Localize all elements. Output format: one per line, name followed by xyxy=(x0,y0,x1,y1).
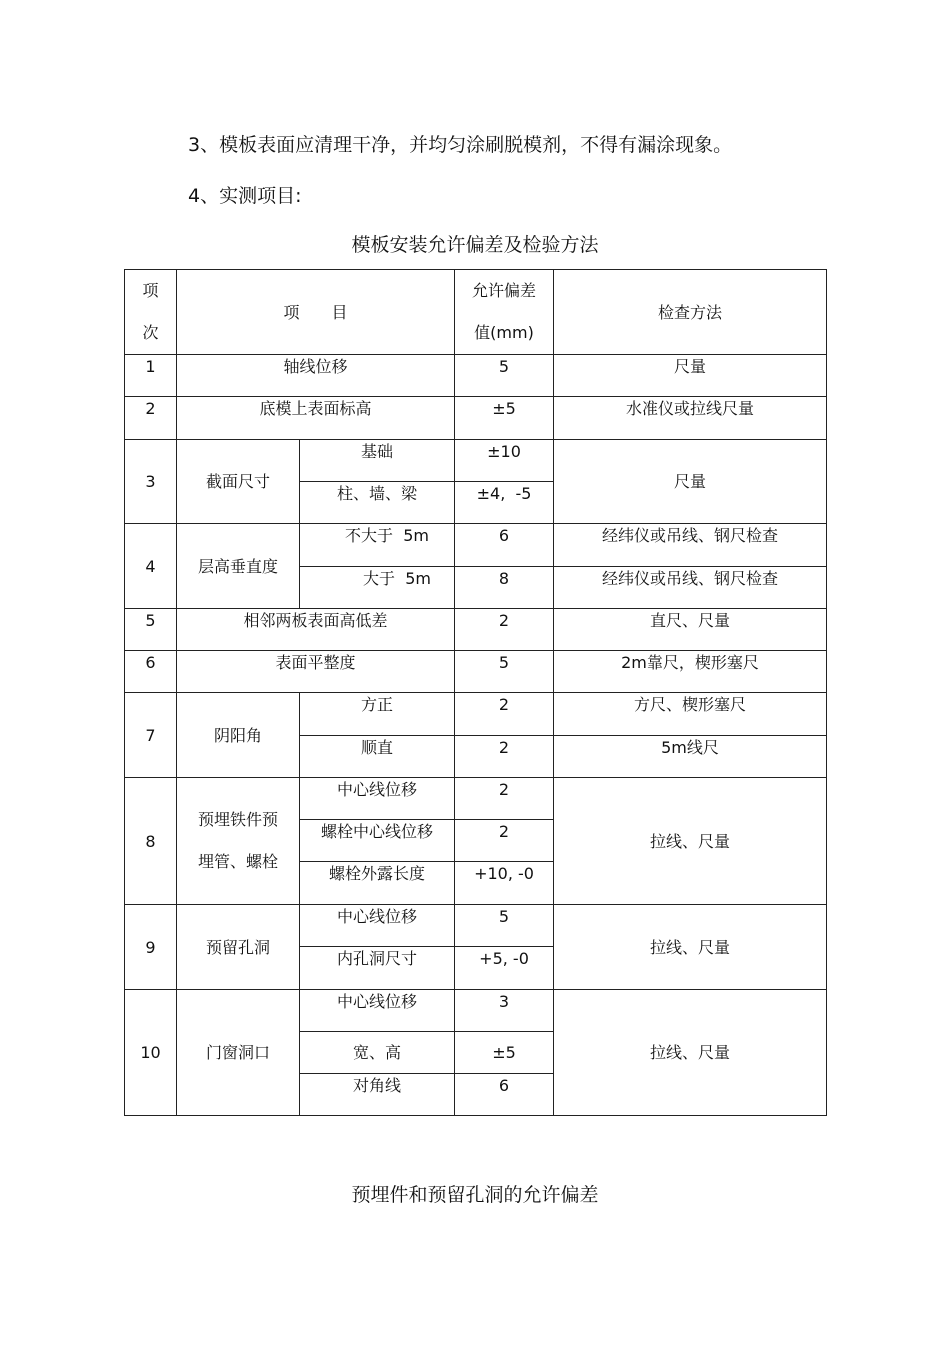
table-row xyxy=(125,397,827,440)
cell-item: 截面尺寸 xyxy=(177,440,300,524)
paragraph-4: 4、实测项目: xyxy=(188,185,302,207)
cell-seq: 5 xyxy=(125,609,177,651)
tolerance-table xyxy=(124,269,827,1116)
cell-method: 经纬仪或吊线、钢尺检查 xyxy=(554,567,827,609)
cell-method: 尺量 xyxy=(554,440,827,524)
table-row xyxy=(125,693,827,736)
cell-method: 拉线、尺量 xyxy=(554,778,827,905)
paragraph-3: 3、模板表面应清理干净，并均匀涂刷脱模剂，不得有漏涂现象。 xyxy=(188,134,733,156)
cell-tolerance: 2 xyxy=(455,820,554,862)
cell-subitem: 中心线位移 xyxy=(300,905,455,947)
header-item: 项 目 xyxy=(177,270,455,355)
cell-item: 层高垂直度 xyxy=(177,524,300,609)
cell-method: 直尺、尺量 xyxy=(554,609,827,651)
cell-subitem: 螺栓中心线位移 xyxy=(300,820,455,862)
cell-tolerance: 2 xyxy=(455,609,554,651)
cell-item: 预留孔洞 xyxy=(177,905,300,990)
cell-subitem: 方正 xyxy=(300,693,455,736)
cell-item-line2: 埋管、螺栓 xyxy=(197,852,278,871)
cell-tolerance: ±10 xyxy=(455,440,554,482)
cell-tolerance: ±5 xyxy=(455,1032,554,1074)
cell-tolerance: +5, -0 xyxy=(455,947,554,990)
cell-item: 阴阳角 xyxy=(177,693,300,778)
cell-seq: 2 xyxy=(125,397,177,440)
cell-method: 方尺、楔形塞尺 xyxy=(554,693,827,736)
table-header-row xyxy=(125,270,827,355)
cell-tolerance: 6 xyxy=(455,524,554,567)
cell-seq: 1 xyxy=(125,355,177,397)
cell-subitem: 对角线 xyxy=(300,1074,455,1116)
cell-subitem: 宽、高 xyxy=(300,1032,455,1074)
table-row xyxy=(125,651,827,693)
cell-subitem: 基础 xyxy=(300,440,455,482)
cell-tolerance: 5 xyxy=(455,651,554,693)
cell-subitem: 不大于 5m xyxy=(300,524,455,567)
cell-tolerance: ±5 xyxy=(455,397,554,440)
cell-method: 5m线尺 xyxy=(554,736,827,778)
cell-tolerance: ±4, -5 xyxy=(455,482,554,524)
table-row xyxy=(125,609,827,651)
cell-method: 拉线、尺量 xyxy=(554,905,827,990)
cell-subitem: 中心线位移 xyxy=(300,990,455,1032)
cell-item: 轴线位移 xyxy=(177,355,455,397)
cell-seq: 8 xyxy=(125,778,177,905)
table-row xyxy=(125,905,827,947)
cell-item: 门窗洞口 xyxy=(177,990,300,1116)
cell-tolerance: 2 xyxy=(455,693,554,736)
cell-subitem: 内孔洞尺寸 xyxy=(300,947,455,990)
cell-item: 底模上表面标高 xyxy=(177,397,455,440)
cell-seq: 7 xyxy=(125,693,177,778)
cell-tolerance: 5 xyxy=(455,355,554,397)
cell-subitem: 顺直 xyxy=(300,736,455,778)
header-tol-line2: 值(mm) xyxy=(474,323,534,342)
cell-seq: 6 xyxy=(125,651,177,693)
cell-item-line1: 预埋铁件预 xyxy=(197,810,278,829)
cell-tolerance: 5 xyxy=(455,905,554,947)
cell-subitem: 螺栓外露长度 xyxy=(300,862,455,905)
cell-method: 2m靠尺，楔形塞尺 xyxy=(554,651,827,693)
cell-seq: 9 xyxy=(125,905,177,990)
header-tolerance xyxy=(455,270,554,355)
cell-item: 表面平整度 xyxy=(177,651,455,693)
cell-method: 拉线、尺量 xyxy=(554,990,827,1116)
cell-item xyxy=(177,778,300,905)
cell-method: 尺量 xyxy=(554,355,827,397)
header-seq xyxy=(125,270,177,355)
cell-seq: 3 xyxy=(125,440,177,524)
cell-tolerance: 3 xyxy=(455,990,554,1032)
cell-subitem: 大于 5m xyxy=(300,567,455,609)
table-row xyxy=(125,990,827,1032)
cell-tolerance: 2 xyxy=(455,736,554,778)
table-title: 模板安装允许偏差及检验方法 xyxy=(351,234,599,256)
cell-subitem: 中心线位移 xyxy=(300,778,455,820)
table-row xyxy=(125,355,827,397)
header-method: 检查方法 xyxy=(554,270,827,355)
cell-tolerance: 2 xyxy=(455,778,554,820)
header-seq-line1: 项 xyxy=(142,281,159,300)
section-title: 预埋件和预留孔洞的允许偏差 xyxy=(351,1184,599,1206)
cell-tolerance: 6 xyxy=(455,1074,554,1116)
table-row xyxy=(125,524,827,567)
table-row xyxy=(125,778,827,820)
cell-tolerance: +10, -0 xyxy=(455,862,554,905)
header-seq-line2: 次 xyxy=(142,323,159,342)
header-tol-line1: 允许偏差 xyxy=(472,281,537,300)
cell-method: 经纬仪或吊线、钢尺检查 xyxy=(554,524,827,567)
cell-item: 相邻两板表面高低差 xyxy=(177,609,455,651)
cell-method: 水准仪或拉线尺量 xyxy=(554,397,827,440)
table-row xyxy=(125,440,827,482)
cell-seq: 4 xyxy=(125,524,177,609)
cell-subitem: 柱、墙、梁 xyxy=(300,482,455,524)
cell-seq: 10 xyxy=(125,990,177,1116)
cell-tolerance: 8 xyxy=(455,567,554,609)
